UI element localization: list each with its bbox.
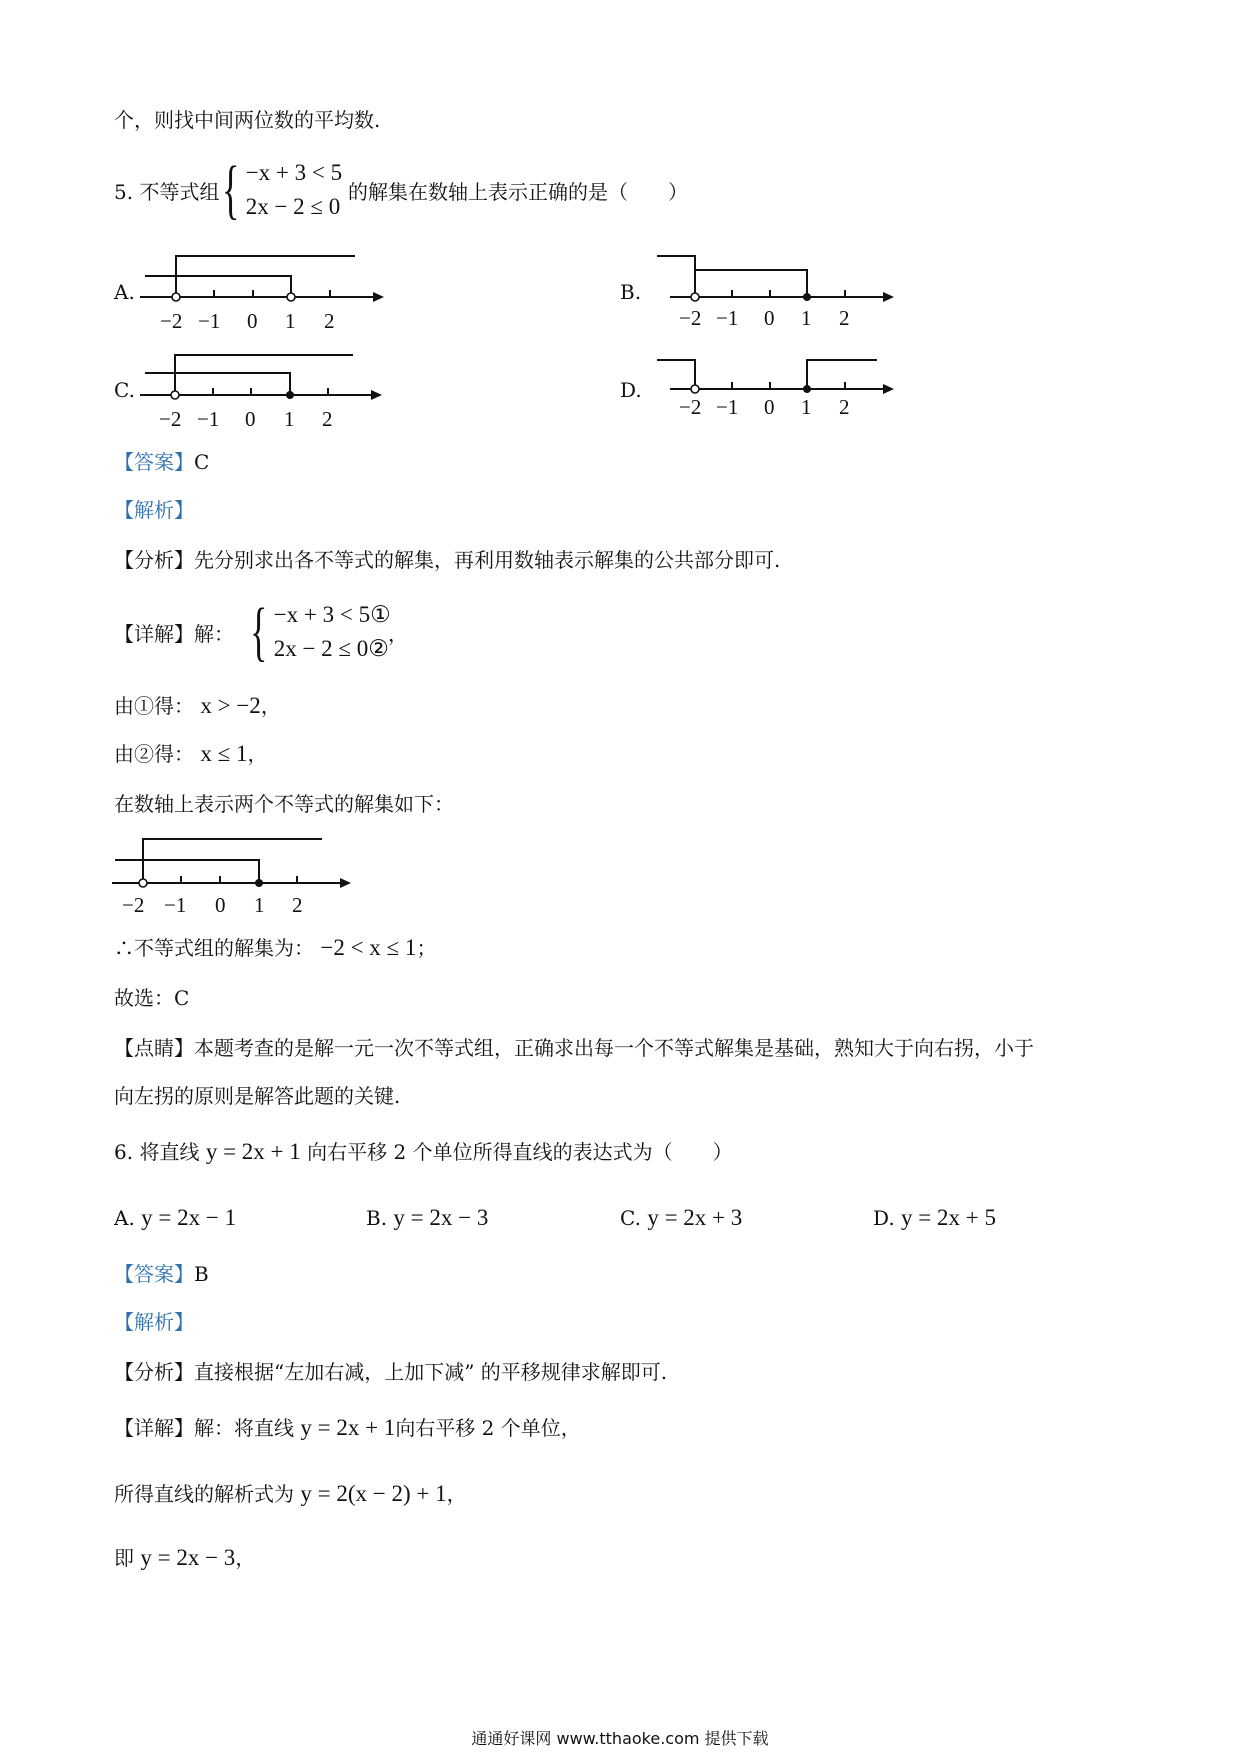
fenxi-tag: 【分析】: [114, 1360, 194, 1384]
text-line: 个，则找中间两位数的平均数.: [114, 108, 381, 132]
q5-prefix: 5. 不等式组: [114, 180, 220, 204]
tick-label: −1: [716, 395, 739, 419]
solution-bracket-left: [657, 360, 695, 389]
brace-symbol: {: [250, 595, 268, 668]
q6-text: 6. 将直线: [114, 1140, 200, 1164]
q5-step2: [114, 740, 267, 768]
open-point: [171, 391, 179, 399]
tick-label: 1: [285, 309, 296, 333]
solution-bracket-left: [145, 373, 290, 395]
tick-label: 2: [839, 306, 850, 330]
answer-value: B: [194, 1262, 209, 1286]
q6-xiangjie: [114, 1414, 581, 1442]
open-point: [691, 385, 699, 393]
step-text: 所得直线的解析式为: [114, 1482, 294, 1506]
tick-label: 0: [245, 407, 256, 431]
xiangjie-tag: 【详解】: [114, 622, 194, 646]
q5-select: 故选：C: [114, 986, 190, 1010]
option-math: y = 2x − 3: [393, 1205, 489, 1230]
number-line-d: [655, 342, 895, 422]
fenxi-text: 先分别求出各不等式的解集，再利用数轴表示解集的公共部分即可.: [194, 548, 781, 572]
q6-fenxi: [114, 1358, 667, 1386]
q6-option-a: [114, 1204, 236, 1232]
tick-label: 2: [322, 407, 333, 431]
tick-label: −2: [679, 306, 702, 330]
q5-dianjing-cont: 向左拐的原则是解答此题的关键.: [114, 1084, 401, 1108]
option-math: y = 2x − 1: [141, 1205, 237, 1230]
tick-label: 0: [247, 309, 258, 333]
step-math: x ≤ 1: [200, 741, 248, 766]
number-line-b: [655, 250, 895, 330]
tick-label: −1: [164, 893, 187, 917]
q6-answer: [114, 1260, 209, 1288]
open-point: [139, 879, 147, 887]
solution-bracket-right: [175, 355, 353, 395]
tick-label: 1: [801, 306, 812, 330]
jiexi-tag: 【解析】: [114, 498, 194, 522]
q6-text-end: 向右平移 2 个单位所得直线的表达式为（ ）: [307, 1140, 733, 1164]
q5-option-c-label: C.: [114, 378, 135, 402]
number-line-solution: [112, 836, 352, 916]
closed-point: [255, 879, 263, 887]
closed-point: [286, 391, 294, 399]
q5-option-b-label: B.: [620, 280, 642, 304]
solution-bracket-left: [145, 276, 291, 297]
q5-step1: [114, 692, 281, 720]
axis-arrow: [883, 384, 894, 394]
xiangjie-text: 解：将直线: [194, 1416, 294, 1440]
option-label: B.: [366, 1206, 388, 1230]
tick-label: 0: [215, 893, 226, 917]
dianjing-text: 本题考查的是解一元一次不等式组，正确求出每一个不等式解集是基础，熟知大于向右拐，小于: [194, 1036, 1034, 1060]
option-label: D.: [873, 1206, 895, 1230]
q5-sys-line1: −x + 3 < 5: [245, 160, 343, 185]
tick-label: −2: [159, 407, 182, 431]
open-point: [172, 293, 180, 301]
brace-symbol: {: [222, 153, 240, 226]
q5-sys-line2: 2x − 2 ≤ 0: [245, 194, 341, 219]
jiexi-tag: 【解析】: [114, 1310, 194, 1334]
q5-xiangjie-label: [114, 620, 234, 648]
answer-value: C: [194, 450, 210, 474]
tick-label: 1: [254, 893, 265, 917]
q6-step3: [114, 1544, 255, 1572]
result-math: −2 < x ≤ 1: [320, 935, 417, 960]
q6-step2: [114, 1480, 467, 1508]
q5-result: [114, 934, 436, 962]
step-math: x > −2: [200, 693, 261, 718]
xiangjie-tag: 【详解】: [114, 1416, 194, 1440]
q5-xj-sys-line2: 2x − 2 ≤ 0②: [273, 636, 389, 661]
closed-point: [803, 293, 811, 301]
closed-point: [803, 385, 811, 393]
step-math: y = 2x − 3: [140, 1545, 236, 1570]
axis-arrow: [371, 390, 382, 400]
page-footer: 通通好课网 www.tthaoke.com 提供下载: [471, 1729, 769, 1748]
solution-bracket-left: [695, 270, 807, 297]
open-point: [691, 293, 699, 301]
number-line-c: [140, 348, 380, 431]
q5-dianjing: [114, 1034, 1034, 1062]
q5-solution-system: [250, 595, 391, 668]
q6-option-c: [620, 1204, 742, 1232]
tick-label: −2: [160, 309, 183, 333]
tick-label: −2: [679, 395, 702, 419]
step-text: 即: [114, 1546, 134, 1570]
q6-stem: [114, 1138, 733, 1166]
q6-math: y = 2x + 1: [205, 1139, 301, 1164]
comma: ，: [388, 622, 408, 646]
tick-label: 2: [839, 395, 850, 419]
q5-suffix: 的解集在数轴上表示正确的是（ ）: [348, 180, 688, 204]
tick-label: −1: [198, 309, 221, 333]
step-text: 由②得：: [114, 742, 194, 766]
open-point: [287, 293, 295, 301]
q5-option-a-label: A.: [114, 280, 135, 304]
tick-label: 2: [324, 309, 335, 333]
tick-label: 0: [764, 395, 775, 419]
step-punct: ，: [235, 1546, 256, 1570]
step-punct: ，: [247, 742, 268, 766]
q5-inequality-system: [222, 153, 343, 226]
step-text: 由①得：: [114, 694, 194, 718]
solution-bracket-right: [807, 360, 877, 389]
axis-arrow: [340, 878, 351, 888]
option-label: C.: [620, 1206, 641, 1230]
xiangjie-text-end: 向右平移 2 个单位，: [395, 1416, 581, 1440]
number-line-a: [140, 250, 380, 333]
tick-label: 1: [284, 407, 295, 431]
result-punct: ；: [416, 936, 437, 960]
tick-label: −2: [122, 893, 145, 917]
solution-bracket-left: [657, 256, 695, 297]
tick-label: 0: [764, 306, 775, 330]
step-punct: ，: [446, 1482, 467, 1506]
step-math: y = 2(x − 2) + 1: [300, 1481, 447, 1506]
dianjing-tag: 【点睛】: [114, 1036, 194, 1060]
option-math: y = 2x + 5: [901, 1205, 996, 1230]
fenxi-text: 直接根据“左加右减，上加下减” 的平移规律求解即可.: [194, 1360, 668, 1384]
step-punct: ，: [260, 694, 281, 718]
q5-answer: [114, 448, 209, 476]
fenxi-tag: 【分析】: [114, 548, 194, 572]
q5-fenxi: [114, 546, 780, 574]
q5-axis-intro: 在数轴上表示两个不等式的解集如下：: [114, 792, 454, 816]
answer-tag: 【答案】: [114, 1262, 194, 1286]
tick-label: 2: [292, 893, 303, 917]
option-math: y = 2x + 3: [647, 1205, 743, 1230]
xiangjie-pre: 解：: [194, 622, 234, 646]
q5-xj-sys-line1: −x + 3 < 5①: [273, 602, 391, 627]
q6-option-d: [873, 1204, 996, 1232]
answer-tag: 【答案】: [114, 450, 194, 474]
solution-bracket-left: [115, 860, 259, 883]
tick-label: −1: [197, 407, 220, 431]
axis-arrow: [373, 292, 384, 302]
axis-arrow: [883, 292, 894, 302]
tick-label: −1: [716, 306, 739, 330]
result-text: ∴不等式组的解集为：: [114, 936, 314, 960]
tick-label: 1: [801, 395, 812, 419]
q5-option-d-label: D.: [620, 378, 642, 402]
q6-option-b: [366, 1204, 488, 1232]
option-label: A.: [114, 1206, 135, 1230]
xiangjie-math: y = 2x + 1: [300, 1415, 396, 1440]
